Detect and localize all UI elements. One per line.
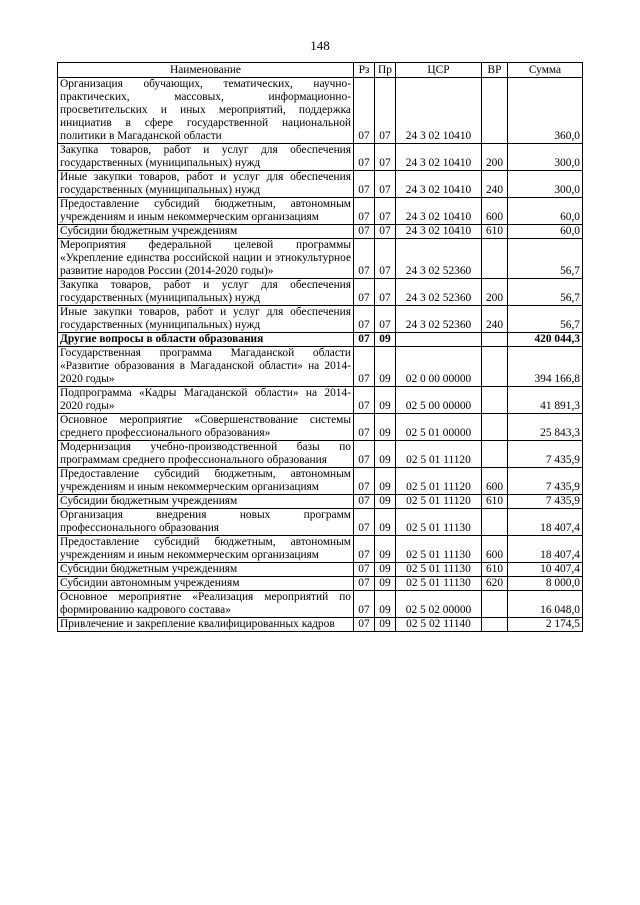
row-csr: 02 5 01 00000 bbox=[396, 414, 482, 441]
table-row bbox=[58, 441, 583, 468]
row-name: Организация внедрения новых программ профессионального образования bbox=[58, 509, 354, 536]
row-csr: 02 5 02 00000 bbox=[396, 591, 482, 618]
row-rz: 07 bbox=[354, 509, 375, 536]
row-csr: 02 5 01 11130 bbox=[396, 509, 482, 536]
row-rz: 07 bbox=[354, 225, 375, 239]
table-row bbox=[58, 414, 583, 441]
row-sum: 41 891,3 bbox=[508, 387, 583, 414]
row-name: Организация обучающих, тематических, научно-практических, массовых, информационно-просветительских и иных мероприятий, поддержка инициатив в сфере государственной национальной политики в Магаданской области bbox=[58, 78, 354, 144]
table-row bbox=[58, 239, 583, 279]
table-header-row bbox=[58, 63, 583, 78]
row-vr bbox=[482, 509, 508, 536]
row-vr bbox=[482, 414, 508, 441]
row-pr: 07 bbox=[375, 239, 396, 279]
table-row bbox=[58, 495, 583, 509]
row-csr: 24 3 02 10410 bbox=[396, 171, 482, 198]
row-csr: 24 3 02 52360 bbox=[396, 239, 482, 279]
row-rz: 07 bbox=[354, 414, 375, 441]
row-name: Субсидии бюджетным учреждениям bbox=[58, 495, 354, 509]
row-vr: 240 bbox=[482, 171, 508, 198]
row-name: Закупка товаров, работ и услуг для обеспечения государственных (муниципальных) нужд bbox=[58, 144, 354, 171]
row-rz: 07 bbox=[354, 618, 375, 632]
row-sum: 7 435,9 bbox=[508, 468, 583, 495]
row-pr: 07 bbox=[375, 279, 396, 306]
row-rz: 07 bbox=[354, 198, 375, 225]
row-name: Предоставление субсидий бюджетным, автономным учреждениям и иным некоммерческим организациям bbox=[58, 198, 354, 225]
row-rz: 07 bbox=[354, 468, 375, 495]
row-vr: 240 bbox=[482, 306, 508, 333]
row-vr: 600 bbox=[482, 468, 508, 495]
row-rz: 07 bbox=[354, 441, 375, 468]
row-rz: 07 bbox=[354, 171, 375, 198]
row-sum: 25 843,3 bbox=[508, 414, 583, 441]
row-pr: 09 bbox=[375, 495, 396, 509]
row-rz: 07 bbox=[354, 591, 375, 618]
row-name: Иные закупки товаров, работ и услуг для обеспечения государственных (муниципальных) нужд bbox=[58, 306, 354, 333]
table-row bbox=[58, 591, 583, 618]
row-csr: 24 3 02 10410 bbox=[396, 144, 482, 171]
row-rz: 07 bbox=[354, 495, 375, 509]
row-name: Другие вопросы в области образования bbox=[58, 333, 354, 347]
row-csr: 02 5 01 11130 bbox=[396, 563, 482, 577]
row-rz: 07 bbox=[354, 387, 375, 414]
row-sum: 56,7 bbox=[508, 306, 583, 333]
row-csr: 02 5 01 11120 bbox=[396, 441, 482, 468]
row-name: Подпрограмма «Кадры Магаданской области» на 2014-2020 годы» bbox=[58, 387, 354, 414]
page-number: 148 bbox=[310, 38, 330, 53]
row-pr: 09 bbox=[375, 536, 396, 563]
row-sum: 56,7 bbox=[508, 239, 583, 279]
header-pr: Пр bbox=[375, 63, 396, 78]
row-name: Предоставление субсидий бюджетным, автономным учреждениям и иным некоммерческим организациям bbox=[58, 468, 354, 495]
row-rz: 07 bbox=[354, 144, 375, 171]
table-row bbox=[58, 306, 583, 333]
header-name: Наименование bbox=[58, 63, 354, 78]
row-name: Иные закупки товаров, работ и услуг для обеспечения государственных (муниципальных) нужд bbox=[58, 171, 354, 198]
row-vr: 200 bbox=[482, 279, 508, 306]
row-csr: 02 5 01 11120 bbox=[396, 468, 482, 495]
table-row bbox=[58, 618, 583, 632]
table-row bbox=[58, 563, 583, 577]
row-csr: 24 3 02 10410 bbox=[396, 198, 482, 225]
row-sum: 7 435,9 bbox=[508, 441, 583, 468]
row-rz: 07 bbox=[354, 306, 375, 333]
row-rz: 07 bbox=[354, 239, 375, 279]
row-rz: 07 bbox=[354, 279, 375, 306]
table-row bbox=[58, 536, 583, 563]
row-sum: 8 000,0 bbox=[508, 577, 583, 591]
table-row bbox=[58, 468, 583, 495]
row-rz: 07 bbox=[354, 536, 375, 563]
row-pr: 07 bbox=[375, 144, 396, 171]
row-pr: 09 bbox=[375, 387, 396, 414]
row-sum: 18 407,4 bbox=[508, 536, 583, 563]
row-rz: 07 bbox=[354, 577, 375, 591]
row-name: Мероприятия федеральной целевой программы «Укрепление единства российской нации и этнокультурное развитие народов России (2014-2020 годы)» bbox=[58, 239, 354, 279]
table-row bbox=[58, 144, 583, 171]
row-vr: 200 bbox=[482, 144, 508, 171]
row-pr: 09 bbox=[375, 563, 396, 577]
header-sum: Сумма bbox=[508, 63, 583, 78]
row-csr: 02 5 01 11130 bbox=[396, 577, 482, 591]
row-vr: 620 bbox=[482, 577, 508, 591]
row-csr: 02 5 01 11120 bbox=[396, 495, 482, 509]
row-sum: 18 407,4 bbox=[508, 509, 583, 536]
row-pr: 07 bbox=[375, 78, 396, 144]
row-csr bbox=[396, 333, 482, 347]
row-name: Субсидии бюджетным учреждениям bbox=[58, 225, 354, 239]
header-csr: ЦСР bbox=[396, 63, 482, 78]
row-name: Субсидии бюджетным учреждениям bbox=[58, 563, 354, 577]
row-sum: 10 407,4 bbox=[508, 563, 583, 577]
table-row bbox=[58, 279, 583, 306]
table-row bbox=[58, 509, 583, 536]
row-name: Предоставление субсидий бюджетным, автономным учреждениям и иным некоммерческим организациям bbox=[58, 536, 354, 563]
row-sum: 7 435,9 bbox=[508, 495, 583, 509]
table-row bbox=[58, 577, 583, 591]
row-vr bbox=[482, 591, 508, 618]
row-vr: 610 bbox=[482, 225, 508, 239]
row-pr: 09 bbox=[375, 333, 396, 347]
row-sum: 300,0 bbox=[508, 171, 583, 198]
row-pr: 07 bbox=[375, 198, 396, 225]
row-csr: 02 5 01 11130 bbox=[396, 536, 482, 563]
table-row bbox=[58, 198, 583, 225]
row-csr: 24 3 02 52360 bbox=[396, 306, 482, 333]
row-vr bbox=[482, 347, 508, 387]
row-vr bbox=[482, 78, 508, 144]
row-pr: 09 bbox=[375, 441, 396, 468]
row-sum: 300,0 bbox=[508, 144, 583, 171]
row-vr bbox=[482, 333, 508, 347]
row-sum: 16 048,0 bbox=[508, 591, 583, 618]
row-name: Закупка товаров, работ и услуг для обеспечения государственных (муниципальных) нужд bbox=[58, 279, 354, 306]
row-sum: 60,0 bbox=[508, 198, 583, 225]
row-pr: 07 bbox=[375, 171, 396, 198]
row-sum: 360,0 bbox=[508, 78, 583, 144]
row-rz: 07 bbox=[354, 563, 375, 577]
row-pr: 09 bbox=[375, 591, 396, 618]
row-name: Государственная программа Магаданской области «Развитие образования в Магаданской области» на 2014-2020 годы» bbox=[58, 347, 354, 387]
row-vr bbox=[482, 387, 508, 414]
table-row bbox=[58, 333, 583, 347]
row-pr: 09 bbox=[375, 618, 396, 632]
row-pr: 09 bbox=[375, 347, 396, 387]
row-name: Основное мероприятие «Реализация мероприятий по формированию кадрового состава» bbox=[58, 591, 354, 618]
table-row bbox=[58, 171, 583, 198]
row-vr bbox=[482, 441, 508, 468]
row-csr: 24 3 02 10410 bbox=[396, 78, 482, 144]
row-pr: 07 bbox=[375, 225, 396, 239]
header-vr: ВР bbox=[482, 63, 508, 78]
row-pr: 09 bbox=[375, 468, 396, 495]
row-sum: 394 166,8 bbox=[508, 347, 583, 387]
row-csr: 02 0 00 00000 bbox=[396, 347, 482, 387]
row-vr: 600 bbox=[482, 198, 508, 225]
row-vr: 610 bbox=[482, 495, 508, 509]
row-pr: 09 bbox=[375, 509, 396, 536]
table-row bbox=[58, 78, 583, 144]
row-csr: 24 3 02 10410 bbox=[396, 225, 482, 239]
row-sum: 56,7 bbox=[508, 279, 583, 306]
table-row bbox=[58, 347, 583, 387]
row-vr: 600 bbox=[482, 536, 508, 563]
row-rz: 07 bbox=[354, 333, 375, 347]
row-csr: 02 5 00 00000 bbox=[396, 387, 482, 414]
row-vr: 610 bbox=[482, 563, 508, 577]
row-sum: 420 044,3 bbox=[508, 333, 583, 347]
row-rz: 07 bbox=[354, 78, 375, 144]
row-pr: 09 bbox=[375, 414, 396, 441]
table-row bbox=[58, 387, 583, 414]
table-row bbox=[58, 225, 583, 239]
row-name: Модернизация учебно-производственной базы по программам среднего профессионального образования bbox=[58, 441, 354, 468]
header-rz: Рз bbox=[354, 63, 375, 78]
row-pr: 07 bbox=[375, 306, 396, 333]
row-csr: 24 3 02 52360 bbox=[396, 279, 482, 306]
row-rz: 07 bbox=[354, 347, 375, 387]
row-name: Привлечение и закрепление квалифицированных кадров bbox=[58, 618, 354, 632]
row-name: Основное мероприятие «Совершенствование системы среднего профессионального образования» bbox=[58, 414, 354, 441]
row-vr bbox=[482, 239, 508, 279]
row-pr: 09 bbox=[375, 577, 396, 591]
row-csr: 02 5 02 11140 bbox=[396, 618, 482, 632]
budget-table bbox=[57, 62, 583, 632]
row-name: Субсидии автономным учреждениям bbox=[58, 577, 354, 591]
row-sum: 60,0 bbox=[508, 225, 583, 239]
row-sum: 2 174,5 bbox=[508, 618, 583, 632]
row-vr bbox=[482, 618, 508, 632]
